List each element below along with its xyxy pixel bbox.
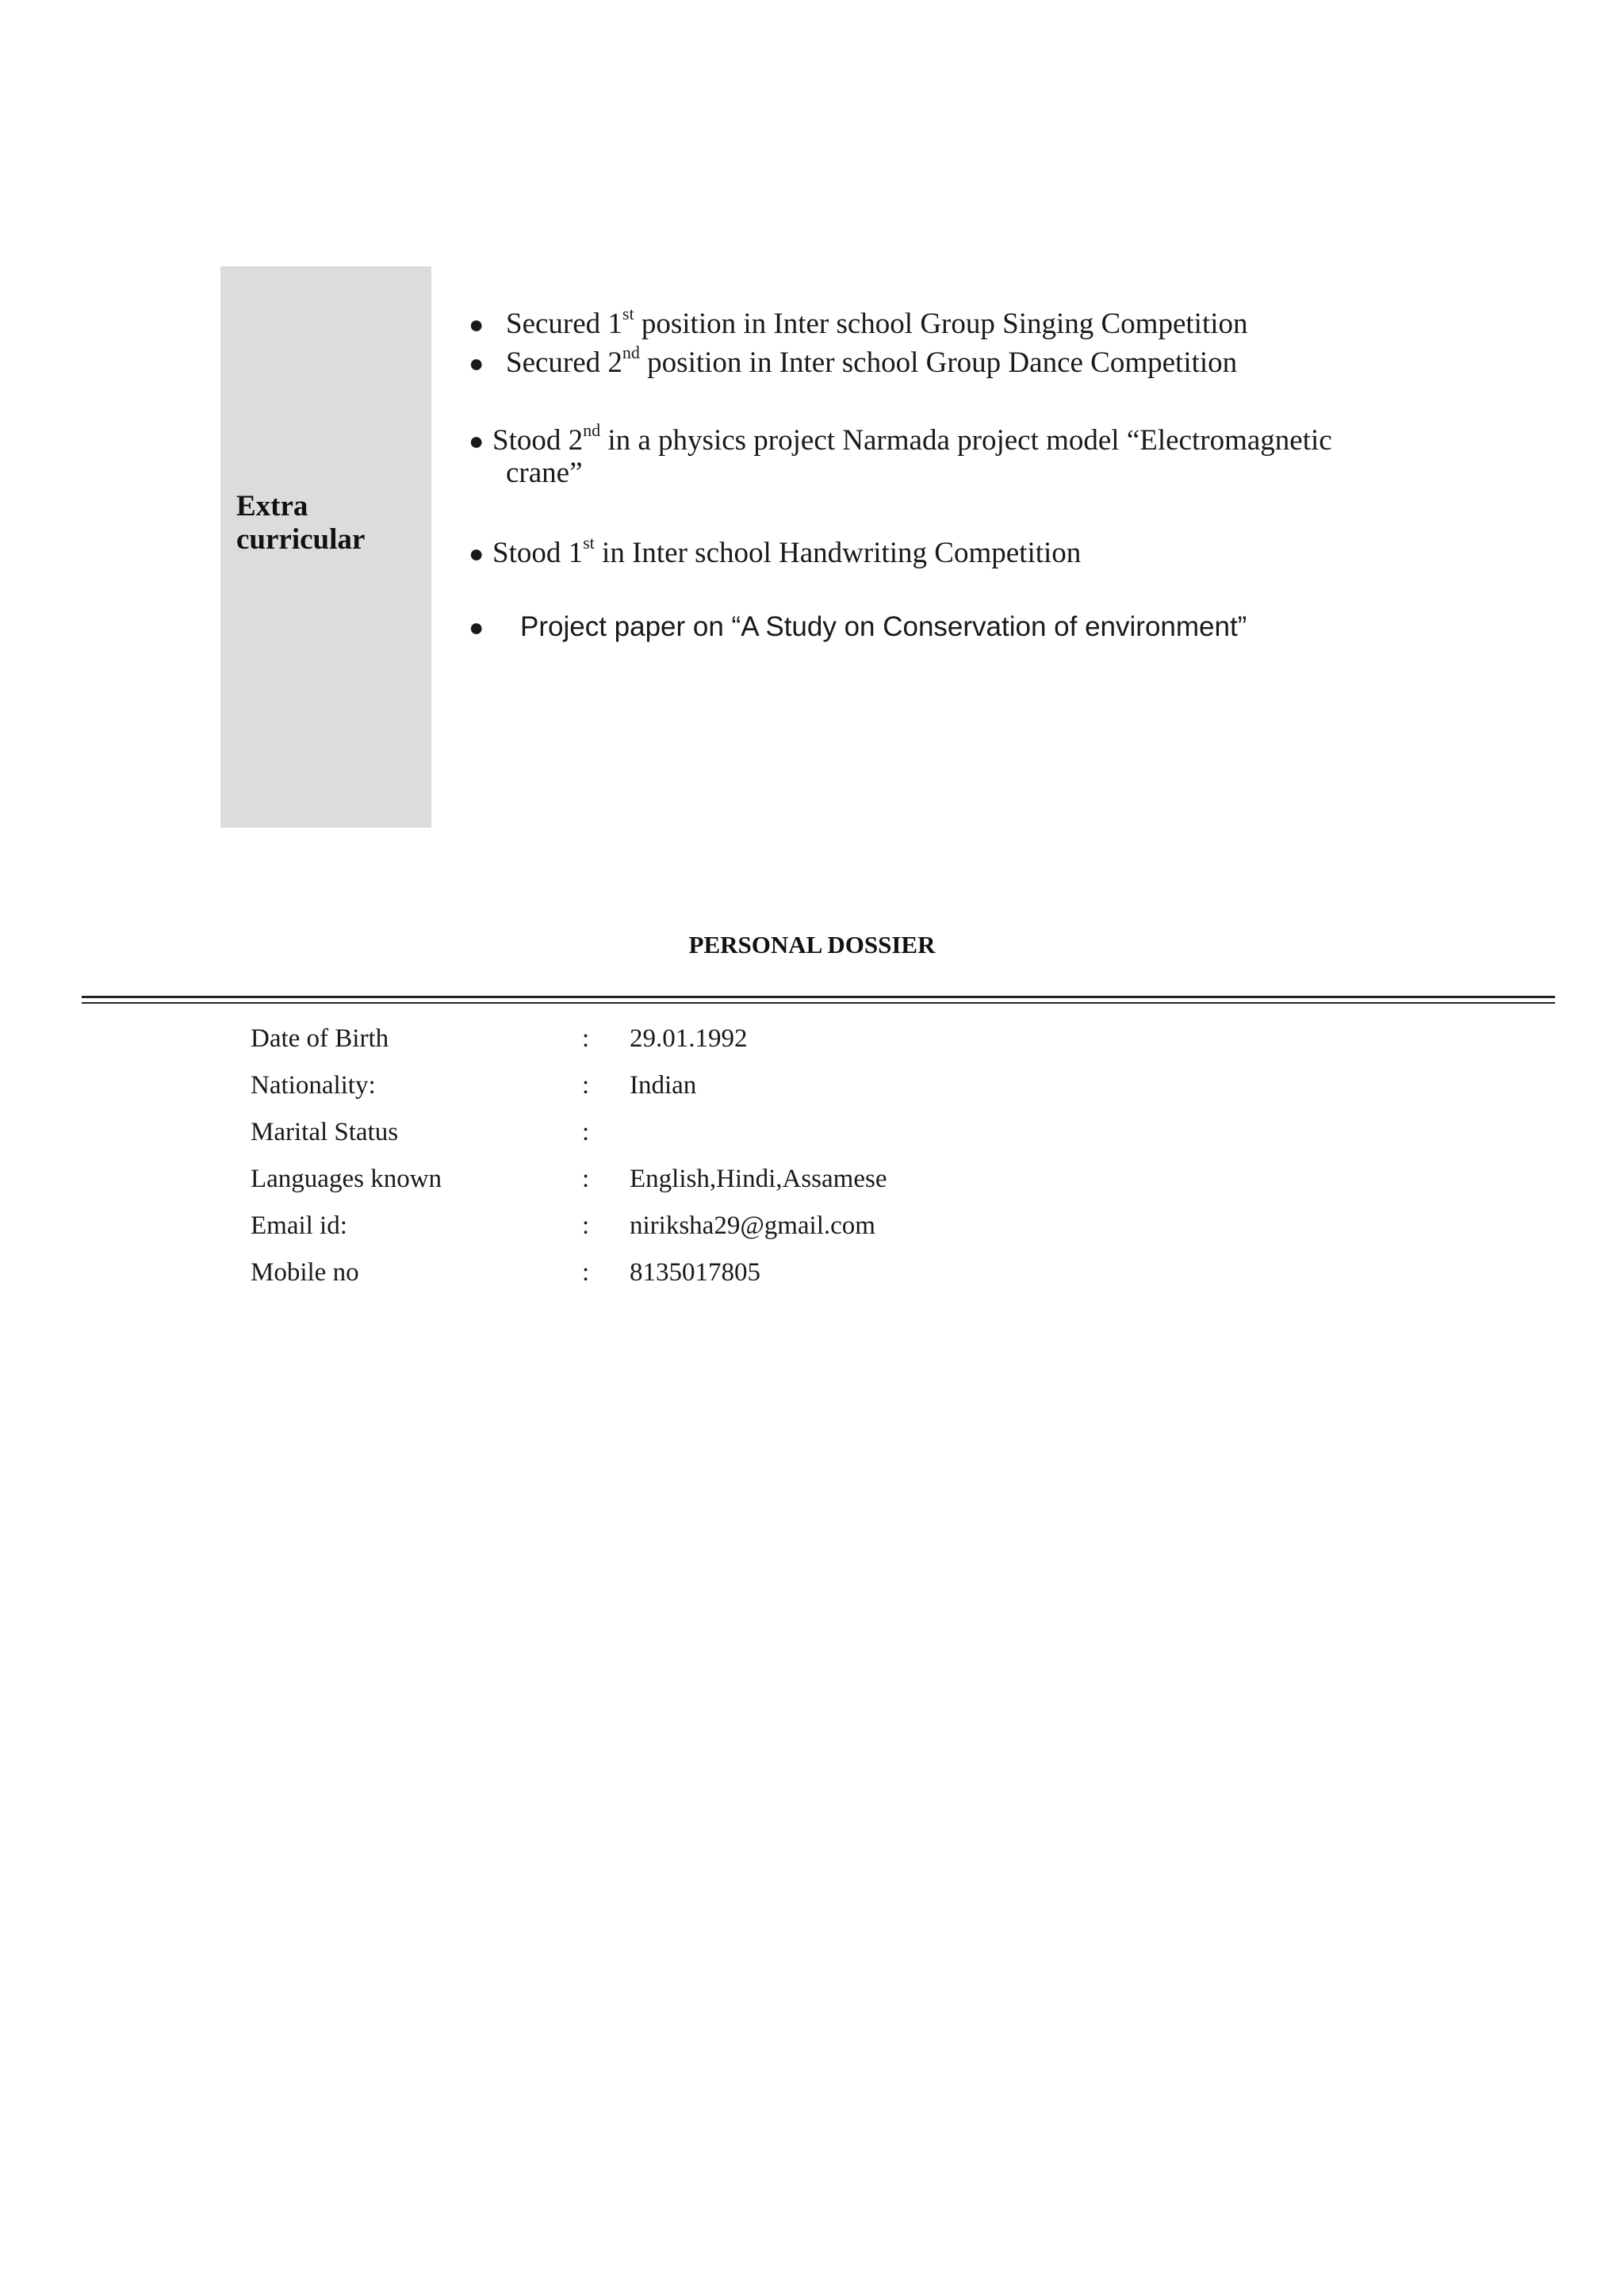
info-row-email [251, 1208, 1361, 1243]
email-value: niriksha29@gmail.com [630, 1211, 875, 1240]
list-item: Stood 2nd in a physics project Narmada project model “Electromagnetic [492, 419, 1332, 457]
info-colon: : [582, 1024, 590, 1053]
info-label: Email id: [251, 1211, 347, 1240]
info-colon: : [582, 1165, 590, 1193]
info-row-languages-known [251, 1161, 1361, 1196]
divider [82, 1002, 1555, 1004]
personal-dossier-title: PERSONAL DOSSIER [688, 931, 936, 959]
list-item: Stood 1st in Inter school Handwriting Competition [492, 532, 1082, 569]
info-value: English,Hindi,Assamese [630, 1165, 887, 1193]
bullet-icon: ● [469, 427, 485, 455]
info-label: Date of Birth [251, 1024, 389, 1053]
bullet-icon: ● [469, 349, 485, 377]
info-value: 29.01.1992 [630, 1024, 748, 1053]
info-row-mobile [251, 1255, 1361, 1290]
info-label: Mobile no [251, 1258, 359, 1287]
bullet-icon: ● [469, 613, 485, 641]
mobile-value: 8135017805 [630, 1258, 760, 1287]
info-colon: : [582, 1071, 590, 1100]
list-item-continuation: crane” [506, 457, 583, 489]
list-item: Secured 2nd position in Inter school Group Dance Competition [506, 342, 1238, 379]
bullet-icon: ● [469, 310, 485, 339]
info-colon: : [582, 1211, 590, 1240]
list-item: Secured 1st position in Inter school Group Singing Competition [506, 303, 1248, 340]
extra-curricular-label [236, 490, 365, 557]
extra-curricular-label-cell [220, 266, 431, 828]
divider [82, 996, 1555, 998]
info-colon: : [582, 1258, 590, 1287]
info-row-nationality [251, 1068, 1361, 1103]
info-label: Nationality: [251, 1071, 376, 1100]
info-colon: : [582, 1118, 590, 1146]
info-row-marital-status [251, 1115, 1361, 1150]
bullet-icon: ● [469, 539, 485, 568]
info-label: Marital Status [251, 1118, 399, 1146]
extra-curricular-section [220, 266, 1394, 828]
info-row-date-of-birth [251, 1021, 1361, 1056]
info-label: Languages known [251, 1165, 442, 1193]
list-item: Project paper on “A Study on Conservation of environment” [520, 611, 1247, 642]
extra-curricular-label-line2: curricular [236, 523, 366, 556]
info-value: Indian [630, 1071, 697, 1100]
extra-curricular-label-line1: Extra [236, 490, 308, 522]
